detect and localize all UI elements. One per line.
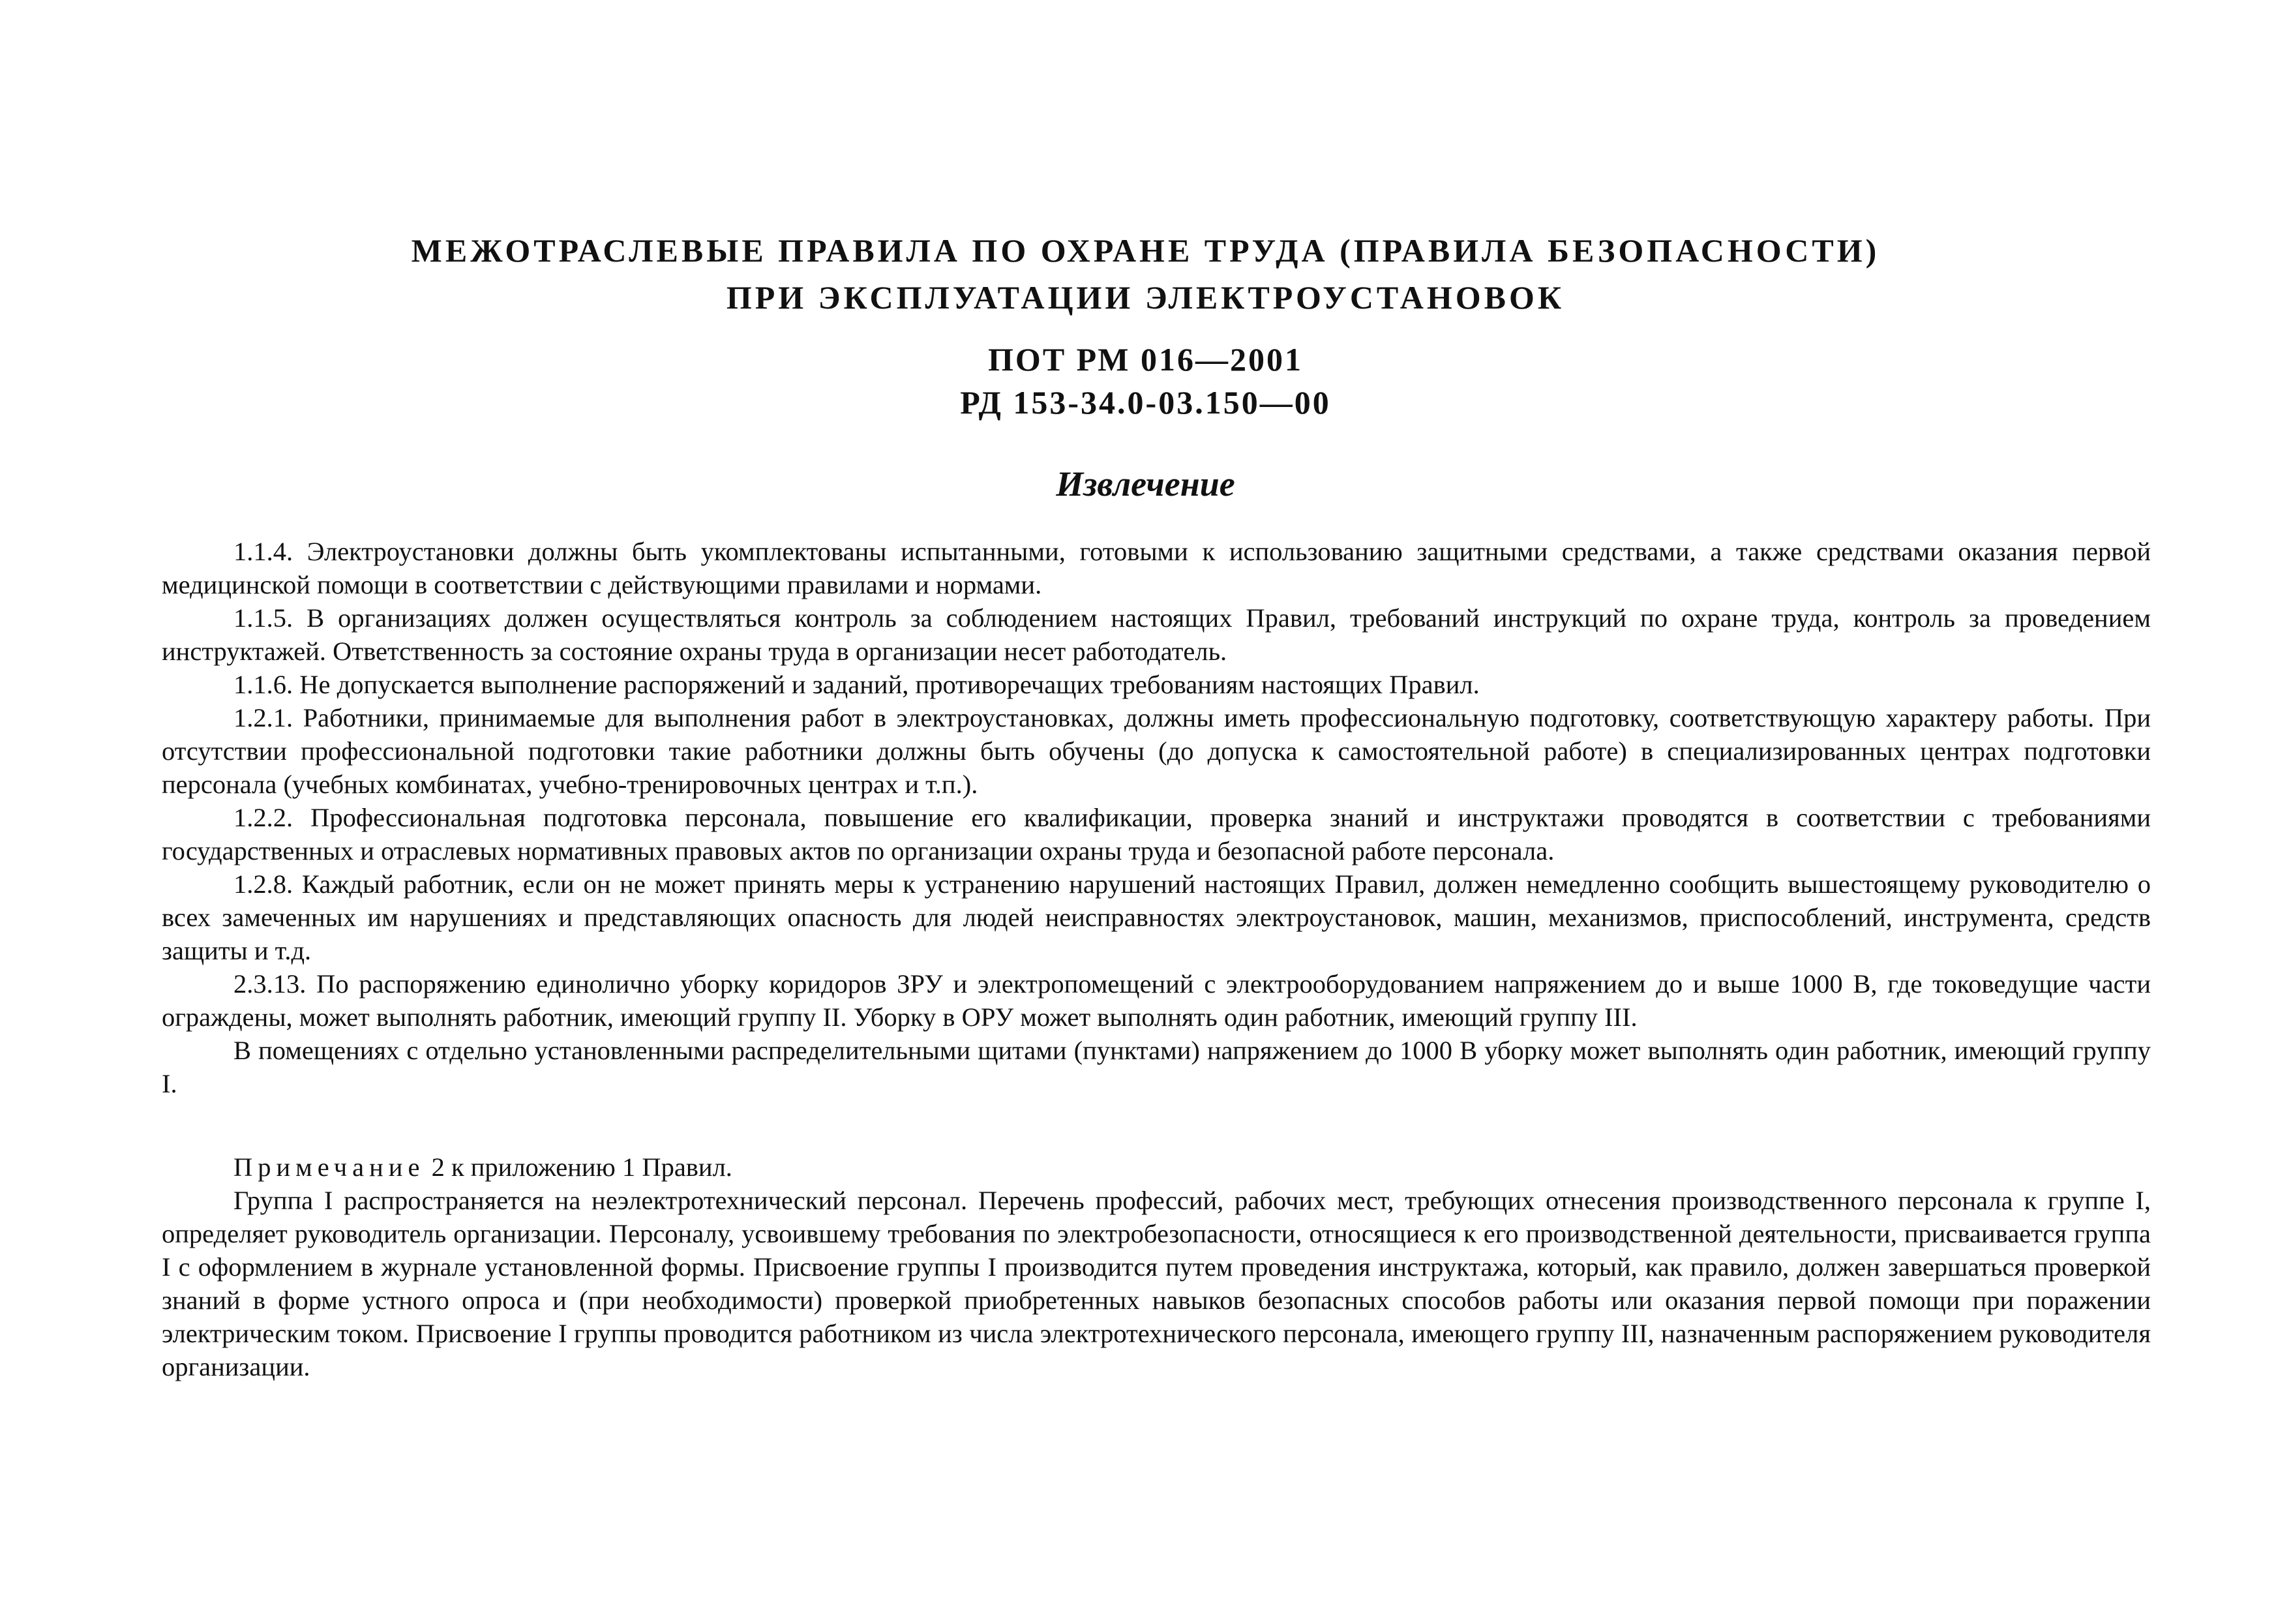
designation-rd: РД 153-34.0-03.150—00 <box>960 384 1331 421</box>
document-subtitle: Извлечение <box>1056 464 1235 504</box>
paragraph-1-1-4: 1.1.4. Электроустановки должны быть укомплектованы испытанными, готовыми к использованию защитными средствами, а также средствами оказания первой медицинской помощи в соответствии с действующими правилами и нормами. <box>162 537 2151 599</box>
note-label: Примечание <box>233 1152 425 1182</box>
paragraph-1-2-2: 1.2.2. Профессиональная подготовка персонала, повышение его квалификации, проверка знаний и инструктажи проводятся в соответствии с требованиями государственных и отраслевых нормативных правовых актов по организации охраны труда и безопасной работе персонала. <box>162 803 2151 865</box>
paragraph-1-2-1: 1.2.1. Работники, принимаемые для выполнения работ в электроустановках, должны иметь профессиональную подготовку, соответствующую характеру работы. При отсутствии профессиональной подготовки такие работники должны быть обучены (до допуска к самостоятельной работе) в специализированных центрах подготовки персонала (учебных комбинатах, учебно-тренировочных центрах и т.п.). <box>162 703 2151 799</box>
note-section <box>162 1150 2151 1383</box>
paragraph-1-1-6: 1.1.6. Не допускается выполнение распоряжений и заданий, противоречащих требованиям настоящих Правил. <box>233 670 1480 699</box>
paragraph-2-3-13: 2.3.13. По распоряжению единолично уборку коридоров ЗРУ и электропомещений с электрооборудованием напряжением до и выше 1000 В, где токоведущие части ограждены, может выполнять работник, имеющий группу II. Уборку в ОРУ может выполнять один работник, имеющий группу III. <box>162 969 2151 1032</box>
designation-pot: ПОТ РМ 016—2001 <box>988 341 1303 378</box>
paragraph-1-2-8: 1.2.8. Каждый работник, если он не может принять меры к устранению нарушений настоящих Правил, должен немедленно сообщить вышестоящему руководителю о всех замеченных им нарушениях и представляющих опасность для людей неисправностях электроустановок, машин, механизмов, приспособлений, инструмента, средств защиты и т.д. <box>162 869 2151 965</box>
document-body <box>162 535 2151 1100</box>
title-line-2: ПРИ ЭКСПЛУАТАЦИИ ЭЛЕКТРОУСТАНОВОК <box>726 279 1565 316</box>
note-heading <box>162 1150 2151 1184</box>
paragraph-2-3-13-cont: В помещениях с отдельно установленными распределительными щитами (пунктами) напряжением до 1000 В уборку может выполнять один работник, имеющий группу I. <box>162 1036 2151 1098</box>
paragraph-1-1-5: 1.1.5. В организациях должен осуществляться контроль за соблюдением настоящих Правил, требований инструкций по охране труда, контроль за проведением инструктажей. Ответственность за состояние охраны труда в организации несет работодатель. <box>162 603 2151 666</box>
document-designations <box>0 338 2291 424</box>
document-title <box>0 227 2291 321</box>
note-heading-rest: 2 к приложению 1 Правил. <box>425 1152 732 1182</box>
note-text: Группа I распространяется на неэлектротехнический персонал. Перечень профессий, рабочих мест, требующих отнесения производственного персонала к группе I, определяет руководитель организации. Персоналу, усвоившему требования по электробезопасности, относящиеся к его производственной деятельности, присваивается группа I с оформлением в журнале установленной формы. Присвоение группы I производится путем проведения инструктажа, который, как правило, должен завершаться проверкой знаний в форме устного опроса и (при необходимости) проверкой приобретенных навыков безопасных способов работы или оказания первой помощи при поражении электрическим током. Присвоение I группы проводится работником из числа электротехнического персонала, имеющего группу III, назначенным распоряжением руководителя организации. <box>162 1186 2151 1381</box>
title-line-1: МЕЖОТРАСЛЕВЫЕ ПРАВИЛА ПО ОХРАНЕ ТРУДА (ПРАВИЛА БЕЗОПАСНОСТИ) <box>411 232 1880 269</box>
